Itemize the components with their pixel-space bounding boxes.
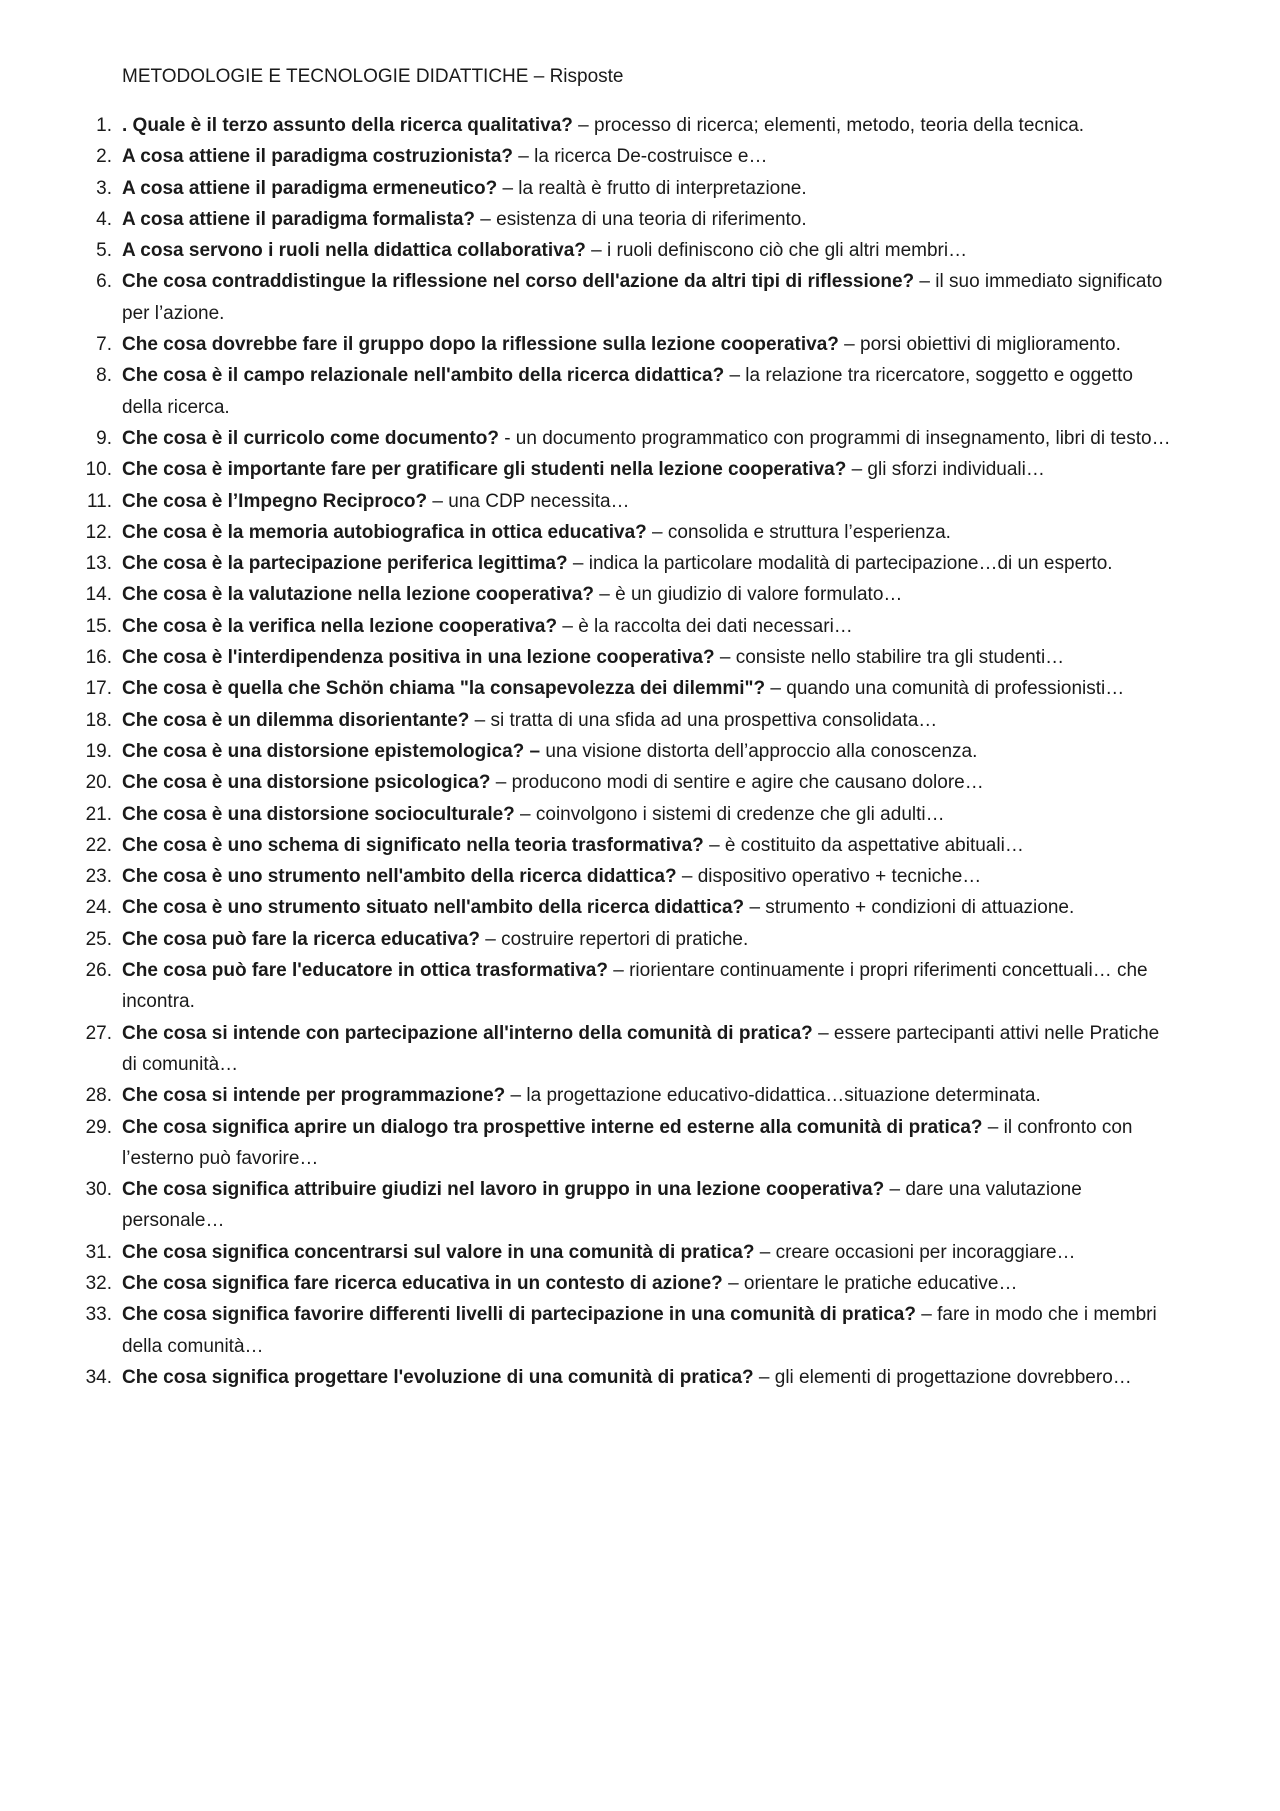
question-text: A cosa attiene il paradigma ermeneutico? [122,177,498,199]
question-text: Che cosa è importante fare per gratificare gli studenti nella lezione cooperativa? [122,459,847,481]
list-item [85,454,1172,485]
item-number: 10. [85,459,112,481]
list-item [85,673,1172,704]
question-text: Che cosa contraddistingue la riflessione nel corso dell'azione da altri tipi di riflessione? [122,271,915,293]
question-text: Che cosa è una distorsione epistemologica? – [122,740,541,762]
item-number: 31. [85,1241,112,1263]
answer-text: – il suo immediato significato per l’azione. [122,271,1163,324]
answer-text: – costruire repertori di pratiche. [480,928,749,950]
item-number: 26. [85,960,112,982]
list-item [96,141,1172,172]
question-text: Che cosa significa favorire differenti livelli di partecipazione in una comunità di pratica? [122,1304,916,1326]
answer-text: – producono modi di sentire e agire che causano dolore… [490,772,984,794]
answer-text: – indica la particolare modalità di partecipazione…di un esperto. [567,553,1113,575]
list-item [85,548,1172,579]
list-item [96,266,1172,329]
list-item [85,1299,1172,1362]
list-item [85,611,1172,642]
list-item [86,486,1172,517]
list-item [85,736,1172,767]
question-text: Che cosa è uno strumento situato nell'ambito della ricerca didattica? [122,897,745,919]
answer-text: – è la raccolta dei dati necessari… [557,615,853,637]
item-number: 30. [85,1179,112,1201]
answer-text: - un documento programmatico con programmi di insegnamento, libri di testo… [498,427,1171,449]
question-text: Che cosa dovrebbe fare il gruppo dopo la riflessione sulla lezione cooperativa? [122,334,839,356]
item-number: 3. [96,177,112,199]
item-number: 17. [85,678,112,700]
answer-text: – si tratta di una sfida ad una prospettiva consolidata… [469,709,938,731]
item-number: 28. [85,1085,112,1107]
list-item [85,830,1172,861]
question-text: Che cosa significa fare ricerca educativa in un contesto di azione? [122,1272,723,1294]
answer-text: – è costituito da aspettative abituali… [703,834,1024,856]
list-item [85,1237,1172,1268]
list-item [96,173,1172,204]
question-text: Che cosa è la valutazione nella lezione cooperativa? [122,584,594,606]
item-number: 25. [85,928,112,950]
list-item [85,1112,1172,1175]
list-item [85,955,1172,1018]
item-number: 14. [85,584,112,606]
list-item [85,799,1172,830]
item-number: 1. [96,115,112,136]
question-text: Che cosa è uno strumento nell'ambito della ricerca didattica? [122,866,677,888]
item-number: 27. [85,1022,112,1044]
item-number: 7. [96,334,112,356]
item-number: 8. [96,365,112,387]
list-item [85,892,1172,923]
answer-text: – gli sforzi individuali… [846,459,1045,481]
list-item [85,579,1172,610]
item-number: 22. [85,834,112,856]
question-text: A cosa servono i ruoli nella didattica collaborativa? [122,240,586,262]
list-item [96,110,1172,141]
answer-text: – consolida e struttura l’esperienza. [646,521,951,543]
question-text: Che cosa significa aprire un dialogo tra prospettive interne ed esterne alla comunità di pratica? [122,1116,983,1138]
answer-text: – strumento + condizioni di attuazione. [744,897,1075,919]
list-item [85,861,1172,892]
answer-text: – coinvolgono i sistemi di credenze che gli adulti… [514,803,945,825]
answer-text: – esistenza di una teoria di riferimento. [475,208,807,230]
answer-text: – dare una valutazione personale… [122,1179,1082,1232]
question-text: Che cosa è l'interdipendenza positiva in una lezione cooperativa? [122,647,715,669]
item-number: 16. [85,647,112,669]
answer-text: – la relazione tra ricercatore, soggetto e oggetto della ricerca. [122,365,1133,418]
answer-text: – la progettazione educativo-didattica…situazione determinata. [505,1085,1041,1107]
question-text: Che cosa si intende per programmazione? [122,1085,506,1107]
question-text: Che cosa è una distorsione socioculturale? [122,803,515,825]
question-text: Che cosa è una distorsione psicologica? [122,772,491,794]
answer-text: – dispositivo operativo + tecniche… [676,866,982,888]
answer-text: – gli elementi di progettazione dovrebbero… [753,1366,1132,1388]
item-number: 32. [85,1272,112,1294]
document-title: METODOLOGIE E TECNOLOGIE DIDATTICHE – Risposte [122,66,624,87]
list-item [96,423,1172,454]
answer-text: una visione distorta dell’approccio alla conoscenza. [540,740,978,762]
answer-text: – fare in modo che i membri della comunità… [122,1304,1157,1357]
item-number: 4. [96,208,112,230]
question-text: Che cosa è la memoria autobiografica in ottica educativa? [122,521,647,543]
item-number: 18. [85,709,112,731]
list-item [96,235,1172,266]
question-text: Che cosa è il curricolo come documento? [122,427,499,449]
list-item [85,924,1172,955]
answer-text: – riorientare continuamente i propri riferimenti concettuali… che incontra. [122,960,1148,1013]
question-text: A cosa attiene il paradigma costruzionista? [122,146,514,168]
question-text: Che cosa è un dilemma disorientante? [122,709,470,731]
item-number: 20. [85,772,112,794]
item-number: 6. [96,271,112,293]
list-item [96,360,1172,423]
item-number: 12. [85,521,112,543]
list-item [85,1362,1172,1393]
item-number: 24. [85,897,112,919]
item-number: 21. [85,803,112,825]
question-text: Che cosa è l’Impegno Reciproco? [122,490,428,512]
answer-text: – una CDP necessita… [427,490,630,512]
question-text: Che cosa significa concentrarsi sul valore in una comunità di pratica? [122,1241,755,1263]
question-text: Che cosa significa progettare l'evoluzione di una comunità di pratica? [122,1366,754,1388]
list-item [85,517,1172,548]
item-number: 2. [96,146,112,168]
item-number: 29. [85,1116,112,1138]
list-item [85,1080,1172,1111]
list-item [96,329,1172,360]
list-item [85,1018,1172,1081]
answer-text: – la ricerca De-costruisce e… [513,146,768,168]
answer-text: – creare occasioni per incoraggiare… [754,1241,1076,1263]
question-text: A cosa attiene il paradigma formalista? [122,208,476,230]
answer-text: – essere partecipanti attivi nelle Pratiche di comunità… [122,1022,1160,1075]
answer-text: – orientare le pratiche educative… [722,1272,1018,1294]
question-answer-list [85,110,1172,1393]
answer-text: – la realtà è frutto di interpretazione. [497,177,807,199]
list-item [96,204,1172,235]
item-number: 15. [85,615,112,637]
item-number: 33. [85,1304,112,1326]
question-text: Che cosa significa attribuire giudizi nel lavoro in gruppo in una lezione cooperativa? [122,1179,885,1201]
question-text: Che cosa si intende con partecipazione all'interno della comunità di pratica? [122,1022,813,1044]
list-item [85,705,1172,736]
answer-text: – processo di ricerca; elementi, metodo, teoria della tecnica. [572,115,1085,136]
question-text: Che cosa è la verifica nella lezione cooperativa? [122,615,558,637]
answer-text: – quando una comunità di professionisti… [765,678,1125,700]
answer-text: – il confronto con l’esterno può favorire… [122,1116,1133,1169]
item-number: 23. [85,866,112,888]
item-number: 34. [85,1366,112,1388]
list-item [85,1268,1172,1299]
question-text: Che cosa è quella che Schön chiama "la consapevolezza dei dilemmi"? [122,678,766,700]
item-number: 9. [96,427,112,449]
item-number: 5. [96,240,112,262]
answer-text: – porsi obiettivi di miglioramento. [838,334,1121,356]
list-item [85,1174,1172,1237]
answer-text: – consiste nello stabilire tra gli studenti… [714,647,1065,669]
answer-text: – i ruoli definiscono ciò che gli altri membri… [585,240,968,262]
list-item [85,767,1172,798]
question-text: Che cosa è la partecipazione periferica legittima? [122,553,568,575]
item-number: 13. [85,553,112,575]
question-text: Che cosa è il campo relazionale nell'ambito della ricerca didattica? [122,365,725,387]
question-text: Che cosa può fare la ricerca educativa? [122,928,480,950]
question-text: . Quale è il terzo assunto della ricerca qualitativa? [122,115,573,136]
item-number: 11. [86,490,112,512]
question-text: Che cosa è uno schema di significato nella teoria trasformativa? [122,834,704,856]
question-text: Che cosa può fare l'educatore in ottica trasformativa? [122,960,608,982]
item-number: 19. [85,740,112,762]
list-item [85,642,1172,673]
answer-text: – è un giudizio di valore formulato… [594,584,903,606]
